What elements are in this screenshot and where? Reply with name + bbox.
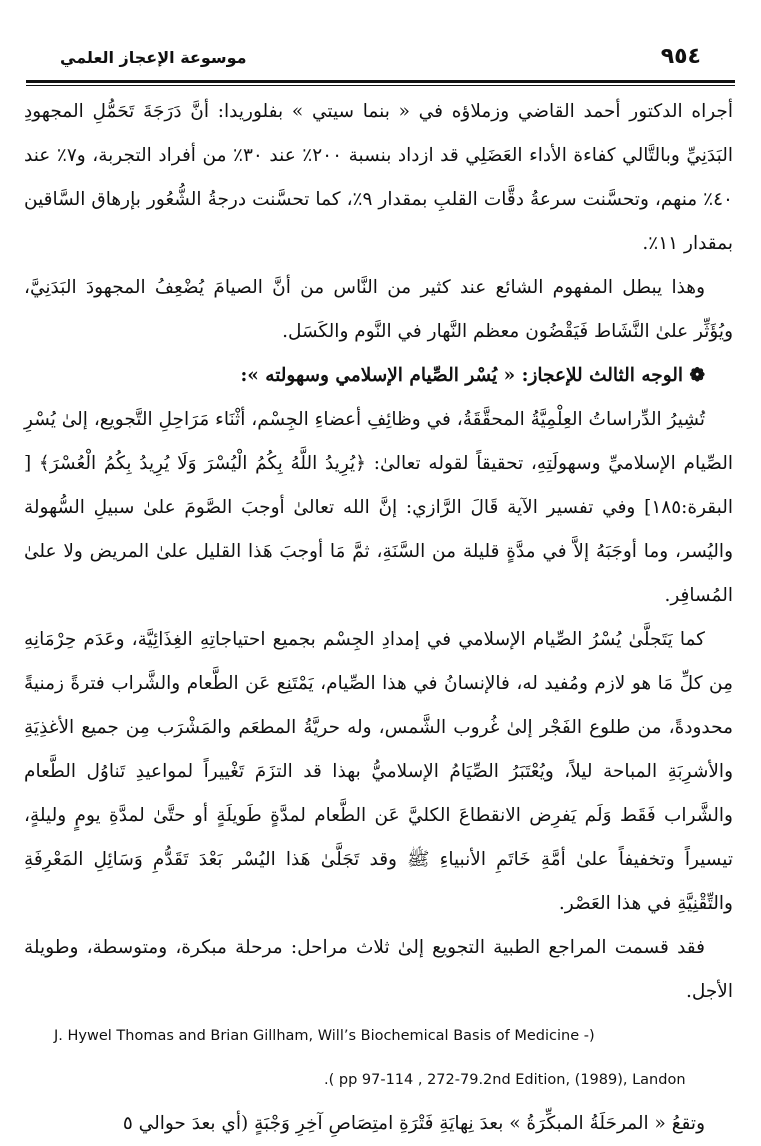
book-title: موسوعة الإعجاز العلمي xyxy=(60,48,247,67)
header-rule-thin xyxy=(26,85,735,86)
page-header xyxy=(26,40,735,76)
reference-line: .( pp 97-114 , 272-79.2nd Edition, (1989), Landon xyxy=(324,1072,686,1088)
paragraph: أجراه الدكتور أحمد القاضي وزملاؤه في « بنما سيتي » بفلوريدا: أنَّ دَرَجَةَ تَحَمُّلِ المجهودِ البَدَنِيِّ وبالتَّالي كفاءة الأداء العَضَلِي قد ازداد بنسبة ٢٠٠٪ عند ٣٠٪ من أفراد التجربة، و٧٪ عند ٤٠٪ منهم، وتحسَّنت سرعةُ دقَّات القلبِ بمقدار ٩٪، كما تحسَّنت درجةُ الشُّعُور بإرهاق السَّاقين بمقدار ١١٪. xyxy=(24,101,733,254)
paragraph: فقد قسمت المراجع الطبية التجويع إلىٰ ثلاث مراحل: مرحلة مبكرة، ومتوسطة، وطويلة الأجل. xyxy=(24,937,733,1002)
paragraph: وتقعُ « المرحَلَةُ المبكِّرَةُ » بعدَ نِهايَةِ فَتْرَةِ امتِصَاصِ آخِرِ وَجْبَةٍ (أي بعدَ حوالي ٥ xyxy=(122,1113,705,1134)
paragraph: كما يَتَجلَّىٰ يُسْرُ الصِّيام الإسلامي في إمدادِ الجِسْم بجميع احتياجاتِهِ الغِذَائِيَّة، وعَدَم حِرْمَانِهِ مِن كلِّ مَا هو لازم ومُفيد له، فالإنسانُ في هذا الصِّيام، يَمْتَنِع عَن الطَّعام والشَّراب فترةً زمنيةً محدودةً، من طلوع الفَجْر إلىٰ غُروب الشَّمس، وله حريَّةُ المطعَم والمَشْرَب مِن جميع الأغذِيَةِ والأشرِبَةِ المباحة ليلاً، ويُعْتَبَرُ الصِّيَامُ الإسلاميُّ بهذا قد التزَمَ تَغْييراً لمواعيدِ تَناوُل الطَّعام والشَّراب فَقَط وَلَم يَفرِض الانقطاعَ الكليَّ عَن الطَّعام لمدَّةٍ طَويلَةٍ أو حتَّىٰ لمدَّةِ يومٍ وليلةٍ، تيسيراً وتخفيفاً علىٰ أمَّةِ خَاتَمِ الأنبياءِ ﷺ وقد تَجَلَّىٰ هَذا اليُسْر بَعْدَ تَقَدُّمِ وَسَائِلِ المَعْرِفَةِ والتِّقْنِيَّةِ في هذا العَصْر. xyxy=(24,629,733,914)
section-heading: ❁ الوجه الثالث للإعجاز: « يُسْر الصِّيام الإسلامي وسهولته »: xyxy=(240,365,705,386)
paragraph: تُشِيرُ الدِّراساتُ العِلْمِيَّةُ المحقَّقَةُ، في وظائِفِ أعضاءِ الجِسْم، أثْنَاء مَرَاحِلِ التَّجويع، إلىٰ يُسْرِ الصِّيام الإسلاميِّ وسهولَتِهِ، تحقيقاً لقوله تعالىٰ: ﴿يُرِيدُ اللَّهُ بِكُمُ الْيُسْرَ وَلَا يُرِيدُ بِكُمُ الْعُسْرَ﴾ [ البقرة:١٨٥] وفي تفسير الآية قَالَ الرَّازي: إنَّ الله تعالىٰ أوجبَ الصَّومَ علىٰ سبيلِ السُّهولة واليُسر، وما أوجَبَهُ إلاَّ في مدَّةٍ قليلة من السَّنَةِ، ثمَّ مَا أوجبَ هَذا القليل علىٰ المريض ولا علىٰ المُسافِر. xyxy=(24,409,733,606)
page-body xyxy=(24,90,733,1146)
page-number: ٩٥٤ xyxy=(660,44,701,69)
reference-line: J. Hywel Thomas and Brian Gillham, Will’s Biochemical Basis of Medicine -) xyxy=(54,1028,595,1044)
paragraph: وهذا يبطل المفهوم الشائع عند كثير من النَّاس من أنَّ الصيامَ يُضْعِفُ المجهودَ البَدَنِيَّ، ويُؤَثِّر علىٰ النَّشَاط فَيَقْضُون معظم النَّهار في النَّوم والكَسَل. xyxy=(24,277,733,342)
header-rule xyxy=(26,80,735,83)
